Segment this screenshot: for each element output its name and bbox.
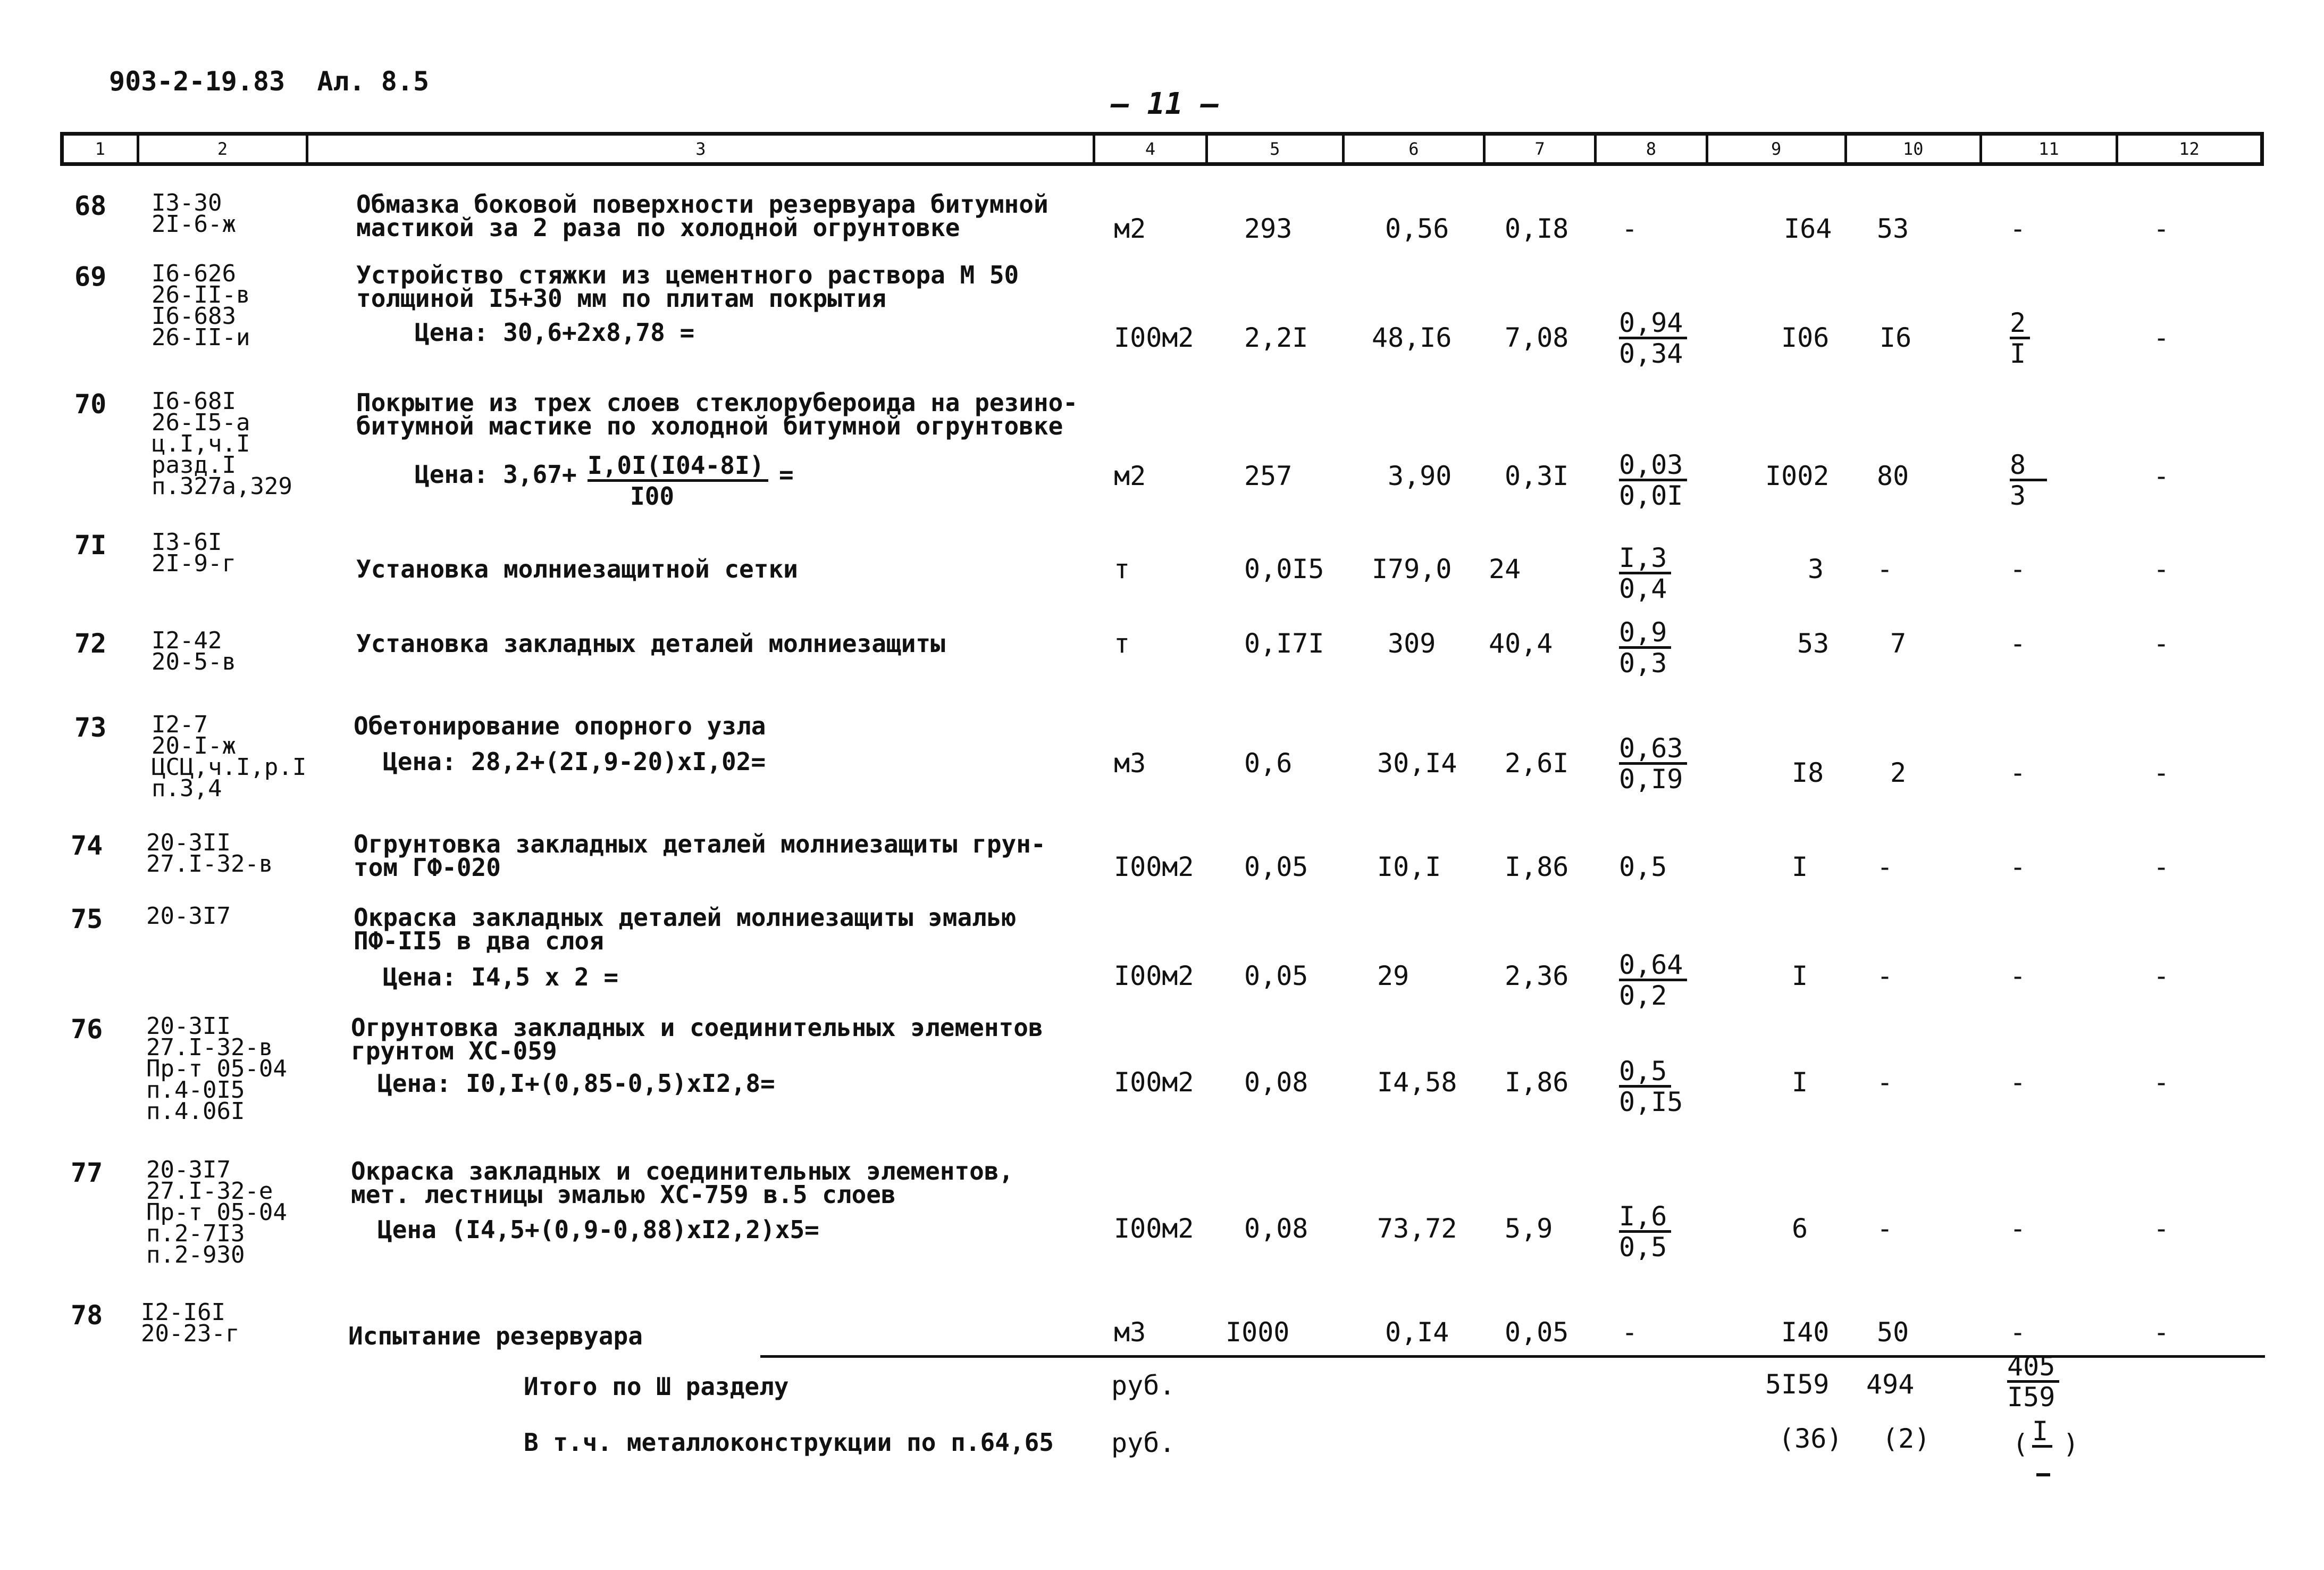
col6-value: 3,90 [1388, 461, 1452, 491]
fraction-top: 0,9 [1619, 619, 1671, 649]
col7-value: 0,05 [1505, 1317, 1569, 1348]
col12-value: - [2153, 961, 2170, 991]
col8-value: 0,5 [1619, 851, 1667, 882]
row-number: 77 [71, 1157, 103, 1188]
row-number: 72 [74, 628, 107, 659]
col11-fraction [2010, 449, 2047, 510]
col6-value: 73,72 [1377, 1213, 1457, 1244]
price-suffix: = [779, 460, 794, 489]
fraction-dash [2036, 1473, 2050, 1476]
row-number: 69 [74, 261, 107, 292]
col5-value: 293 [1244, 213, 1293, 244]
row-number: 73 [74, 712, 107, 743]
col-header-6: 6 [1345, 136, 1486, 162]
price-formula: Цена: I0,I+(0,85-0,5)хI2,8= [377, 1069, 775, 1098]
col11-value: - [2010, 851, 2026, 882]
col6-value: 0,56 [1385, 213, 1449, 244]
col6-value: 309 [1388, 628, 1436, 659]
norm-codes: I2-I6I 20-23-г [141, 1299, 240, 1347]
metal-col11-open: ( [2012, 1429, 2029, 1459]
col6-value: 30,I4 [1377, 748, 1457, 779]
unit: т [1114, 554, 1130, 584]
col5-value: I000 [1226, 1317, 1290, 1348]
price-formula: Цена (I4,5+(0,9-0,88)хI2,2)х5= [377, 1215, 819, 1244]
col11-value: - [2010, 554, 2026, 584]
col5-value: 0,6 [1244, 748, 1293, 779]
col7-value: I,86 [1505, 851, 1569, 882]
col-header-1: 1 [64, 136, 139, 162]
col7-value: I,86 [1505, 1067, 1569, 1098]
col7-value: 2,36 [1505, 961, 1569, 991]
unit: руб. [1111, 1427, 1176, 1458]
row-number: 7I [74, 530, 107, 561]
col6-value: I4,58 [1377, 1067, 1457, 1098]
unit: м2 [1114, 213, 1146, 244]
fraction-top: I,6 [1619, 1202, 1671, 1233]
price-prefix: Цена: 3,67+ [415, 460, 577, 489]
col9-value: I40 [1781, 1317, 1830, 1348]
fraction-bottom: I [2010, 338, 2026, 369]
norm-codes: 20-3II 27.I-32-в Пр-т 05-04 п.4-0I5 п.4.06I [146, 1013, 287, 1125]
col10-value: 2 [1890, 757, 1907, 788]
price-fraction [588, 451, 768, 511]
col11-value: - [2010, 1317, 2026, 1348]
col11-value: - [2010, 1213, 2026, 1244]
col9-value: I [1792, 851, 1808, 882]
fraction-bottom: 0,34 [1619, 338, 1683, 369]
col8-fraction [1619, 949, 1687, 1010]
metal-col11-fraction [2032, 1416, 2052, 1448]
col8-fraction [1619, 449, 1687, 510]
col9-value: 6 [1792, 1213, 1808, 1244]
col10-value: - [1877, 1213, 1893, 1244]
col7-value: 24 [1489, 554, 1521, 584]
col8-fraction [1619, 1201, 1671, 1262]
col12-value: - [2153, 1317, 2170, 1348]
unit: I00м2 [1114, 1213, 1194, 1244]
col11-fraction [2010, 307, 2030, 368]
price-formula: Цена: I4,5 х 2 = [383, 963, 619, 991]
unit: м3 [1114, 1317, 1146, 1348]
metal-col10: (2) [1882, 1423, 1931, 1454]
norm-codes: I2-42 20-5-в [152, 627, 236, 675]
col10-value: 53 [1877, 213, 1909, 244]
col10-value: - [1877, 961, 1893, 991]
col9-value: I002 [1765, 461, 1830, 491]
col6-value: 29 [1377, 961, 1409, 991]
col5-value: 0,05 [1244, 851, 1308, 882]
col-header-2: 2 [139, 136, 309, 162]
col-header-8: 8 [1597, 136, 1708, 162]
col-header-7: 7 [1486, 136, 1597, 162]
col12-value: - [2153, 213, 2170, 244]
metal-col11-close: ) [2063, 1429, 2079, 1459]
norm-codes: I6-626 26-II-в I6-683 26-II-и [152, 260, 250, 351]
col11-value: - [2010, 961, 2026, 991]
col7-value: 40,4 [1489, 628, 1553, 659]
col9-value: 53 [1797, 628, 1830, 659]
fraction-bottom: 3 [2010, 480, 2026, 511]
col8-value: - [1622, 213, 1638, 244]
col11-value: - [2010, 628, 2026, 659]
col5-value: 0,I7I [1244, 628, 1324, 659]
unit: I00м2 [1114, 961, 1194, 991]
total-col9: 5I59 [1765, 1369, 1830, 1400]
col11-value: - [2010, 757, 2026, 788]
col7-value: 0,3I [1505, 461, 1569, 491]
fraction-bottom: I59 [2007, 1382, 2055, 1413]
col12-value: - [2153, 461, 2170, 491]
work-description: Обетонирование опорного узла [354, 712, 766, 740]
col7-value: 0,I8 [1505, 213, 1569, 244]
fraction-bottom: 0,I5 [1619, 1087, 1683, 1117]
col6-value: I79,0 [1372, 554, 1452, 584]
norm-codes: I6-68I 26-I5-а ц.I,ч.I разд.I п.327а,329 [152, 388, 292, 500]
col10-value: 7 [1890, 628, 1907, 659]
fraction-bottom: 0,4 [1619, 573, 1667, 604]
col7-value: 2,6I [1505, 748, 1569, 779]
fraction-top: 0,64 [1619, 951, 1687, 981]
unit: I00м2 [1114, 851, 1194, 882]
fraction-top: I,3 [1619, 544, 1671, 574]
col9-value: 3 [1808, 554, 1824, 584]
work-description: Окраска закладных деталей молниезащиты эмалью ПФ-II5 в два слоя [354, 903, 1017, 955]
col11-value: - [2010, 213, 2026, 244]
work-description: Покрытие из трех слоев стеклорубероида на резино- битумной мастике по холодной битумной огрунтовке [356, 388, 1078, 440]
col5-value: 0,05 [1244, 961, 1308, 991]
fraction-top: 0,03 [1619, 451, 1687, 481]
col12-value: - [2153, 1213, 2170, 1244]
col8-fraction [1619, 617, 1671, 678]
col8-fraction [1619, 542, 1671, 603]
fraction-bottom: 0,3 [1619, 648, 1667, 679]
fraction-bottom: 0,5 [1619, 1232, 1667, 1263]
fraction-bottom: I00 [630, 482, 675, 511]
col5-value: 0,0I5 [1244, 554, 1324, 584]
fraction-bottom: 0,0I [1619, 480, 1683, 511]
col12-value: - [2153, 851, 2170, 882]
col9-value: I64 [1784, 213, 1832, 244]
row-number: 68 [74, 190, 107, 221]
col9-value: I [1792, 961, 1808, 991]
fraction-top: I,0I(I04-8I) [588, 452, 768, 482]
col10-value: I6 [1880, 322, 1912, 353]
unit: м2 [1114, 461, 1146, 491]
row-number: 76 [71, 1014, 103, 1045]
fraction-top: 0,5 [1619, 1057, 1671, 1088]
col-header-4: 4 [1095, 136, 1207, 162]
work-description: Испытание резервуара [348, 1322, 643, 1350]
col10-value: - [1877, 554, 1893, 584]
col12-value: - [2153, 1067, 2170, 1098]
col8-fraction [1619, 307, 1687, 368]
norm-codes: I3-30 2I-6-ж [152, 189, 236, 238]
unit: м3 [1114, 748, 1146, 779]
unit: I00м2 [1114, 1067, 1194, 1098]
col6-value: 48,I6 [1372, 322, 1452, 353]
fraction-top: I [2032, 1417, 2052, 1448]
row-number: 70 [74, 389, 107, 420]
fraction-top: 0,63 [1619, 734, 1687, 765]
col12-value: - [2153, 628, 2170, 659]
work-description: Установка закладных деталей молниезащиты [356, 629, 945, 658]
col-header-5: 5 [1208, 136, 1345, 162]
col9-value: I8 [1792, 757, 1824, 788]
col-header-12: 12 [2179, 139, 2200, 159]
col5-value: 0,08 [1244, 1067, 1308, 1098]
col8-fraction [1619, 1056, 1683, 1116]
norm-codes: 20-3II 27.I-32-в [146, 829, 273, 878]
col12-value: - [2153, 757, 2170, 788]
col8-value: - [1622, 1317, 1638, 1348]
norm-codes: 20-3I7 [146, 903, 231, 930]
col7-value: 5,9 [1505, 1213, 1553, 1244]
fraction-top: 0,94 [1619, 309, 1687, 339]
total-col11-fraction [2007, 1351, 2059, 1412]
work-description: Огрунтовка закладных деталей молниезащиты грун- том ГФ-020 [354, 830, 1046, 882]
col-header-11: 11 [1982, 136, 2118, 162]
work-description: Огрунтовка закладных и соединительных элементов грунтом ХС-059 [351, 1013, 1043, 1065]
norm-codes: I3-6I 2I-9-г [152, 529, 236, 577]
work-description: Обмазка боковой поверхности резервуара битумной мастикой за 2 раза по холодной огрунтовке [356, 190, 1048, 242]
metal-col9: (36) [1778, 1423, 1843, 1454]
row-number: 75 [71, 904, 103, 934]
col6-value: 0,I4 [1385, 1317, 1449, 1348]
col5-value: 257 [1244, 461, 1293, 491]
fraction-top: 8 [2010, 451, 2047, 481]
norm-codes: 20-3I7 27.I-32-е Пр-т 05-04 п.2-7I3 п.2-930 [146, 1156, 287, 1268]
row-number: 74 [71, 830, 103, 861]
col-header-10: 10 [1847, 136, 1982, 162]
unit: I00м2 [1114, 322, 1194, 353]
work-description: Устройство стяжки из цементного раствора М 50 толщиной I5+30 мм по плитам покрытия [356, 261, 1019, 313]
fraction-bottom: 0,I9 [1619, 764, 1683, 795]
col10-value: 80 [1877, 461, 1909, 491]
work-description: Окраска закладных и соединительных элементов, мет. лестницы эмалью ХС-759 в.5 слоев [351, 1157, 1014, 1209]
metal-structures-label: В т.ч. металлоконструкции по п.64,65 [524, 1428, 1054, 1457]
col12-value: - [2153, 322, 2170, 353]
col-header-9: 9 [1708, 136, 1847, 162]
col10-value: 50 [1877, 1317, 1909, 1348]
fraction-top: 2 [2010, 309, 2030, 339]
col-header-3: 3 [308, 136, 1095, 162]
price-formula: Цена: 30,6+2х8,78 = [415, 318, 695, 347]
unit: руб. [1111, 1370, 1176, 1401]
unit: т [1114, 628, 1130, 659]
col5-value: 2,2I [1244, 322, 1308, 353]
work-description: Установка молниезащитной сетки [356, 555, 798, 583]
col5-value: 0,08 [1244, 1213, 1308, 1244]
col10-value: - [1877, 851, 1893, 882]
document-code: 903-2-19.83 Ал. 8.5 [109, 66, 430, 97]
col9-value: I [1792, 1067, 1808, 1098]
fraction-top: 405 [2007, 1352, 2059, 1383]
page-number: — 11 — [1111, 87, 1219, 121]
section-total-label: Итого по Ш разделу [524, 1372, 789, 1401]
col6-value: I0,I [1377, 851, 1441, 882]
norm-codes: I2-7 20-I-ж ЦСЦ,ч.I,р.I п.3,4 [152, 711, 307, 802]
total-col10: 494 [1866, 1369, 1915, 1400]
fraction-bottom: 0,2 [1619, 980, 1667, 1011]
price-formula: Цена: 28,2+(2I,9-20)хI,02= [383, 747, 766, 776]
col11-value: - [2010, 1067, 2026, 1098]
col10-value: - [1877, 1067, 1893, 1098]
col7-value: 7,08 [1505, 322, 1569, 353]
col8-fraction [1619, 733, 1687, 794]
col12-value: - [2153, 554, 2170, 584]
col9-value: I06 [1781, 322, 1830, 353]
column-header-row [60, 132, 2264, 166]
row-number: 78 [71, 1300, 103, 1331]
